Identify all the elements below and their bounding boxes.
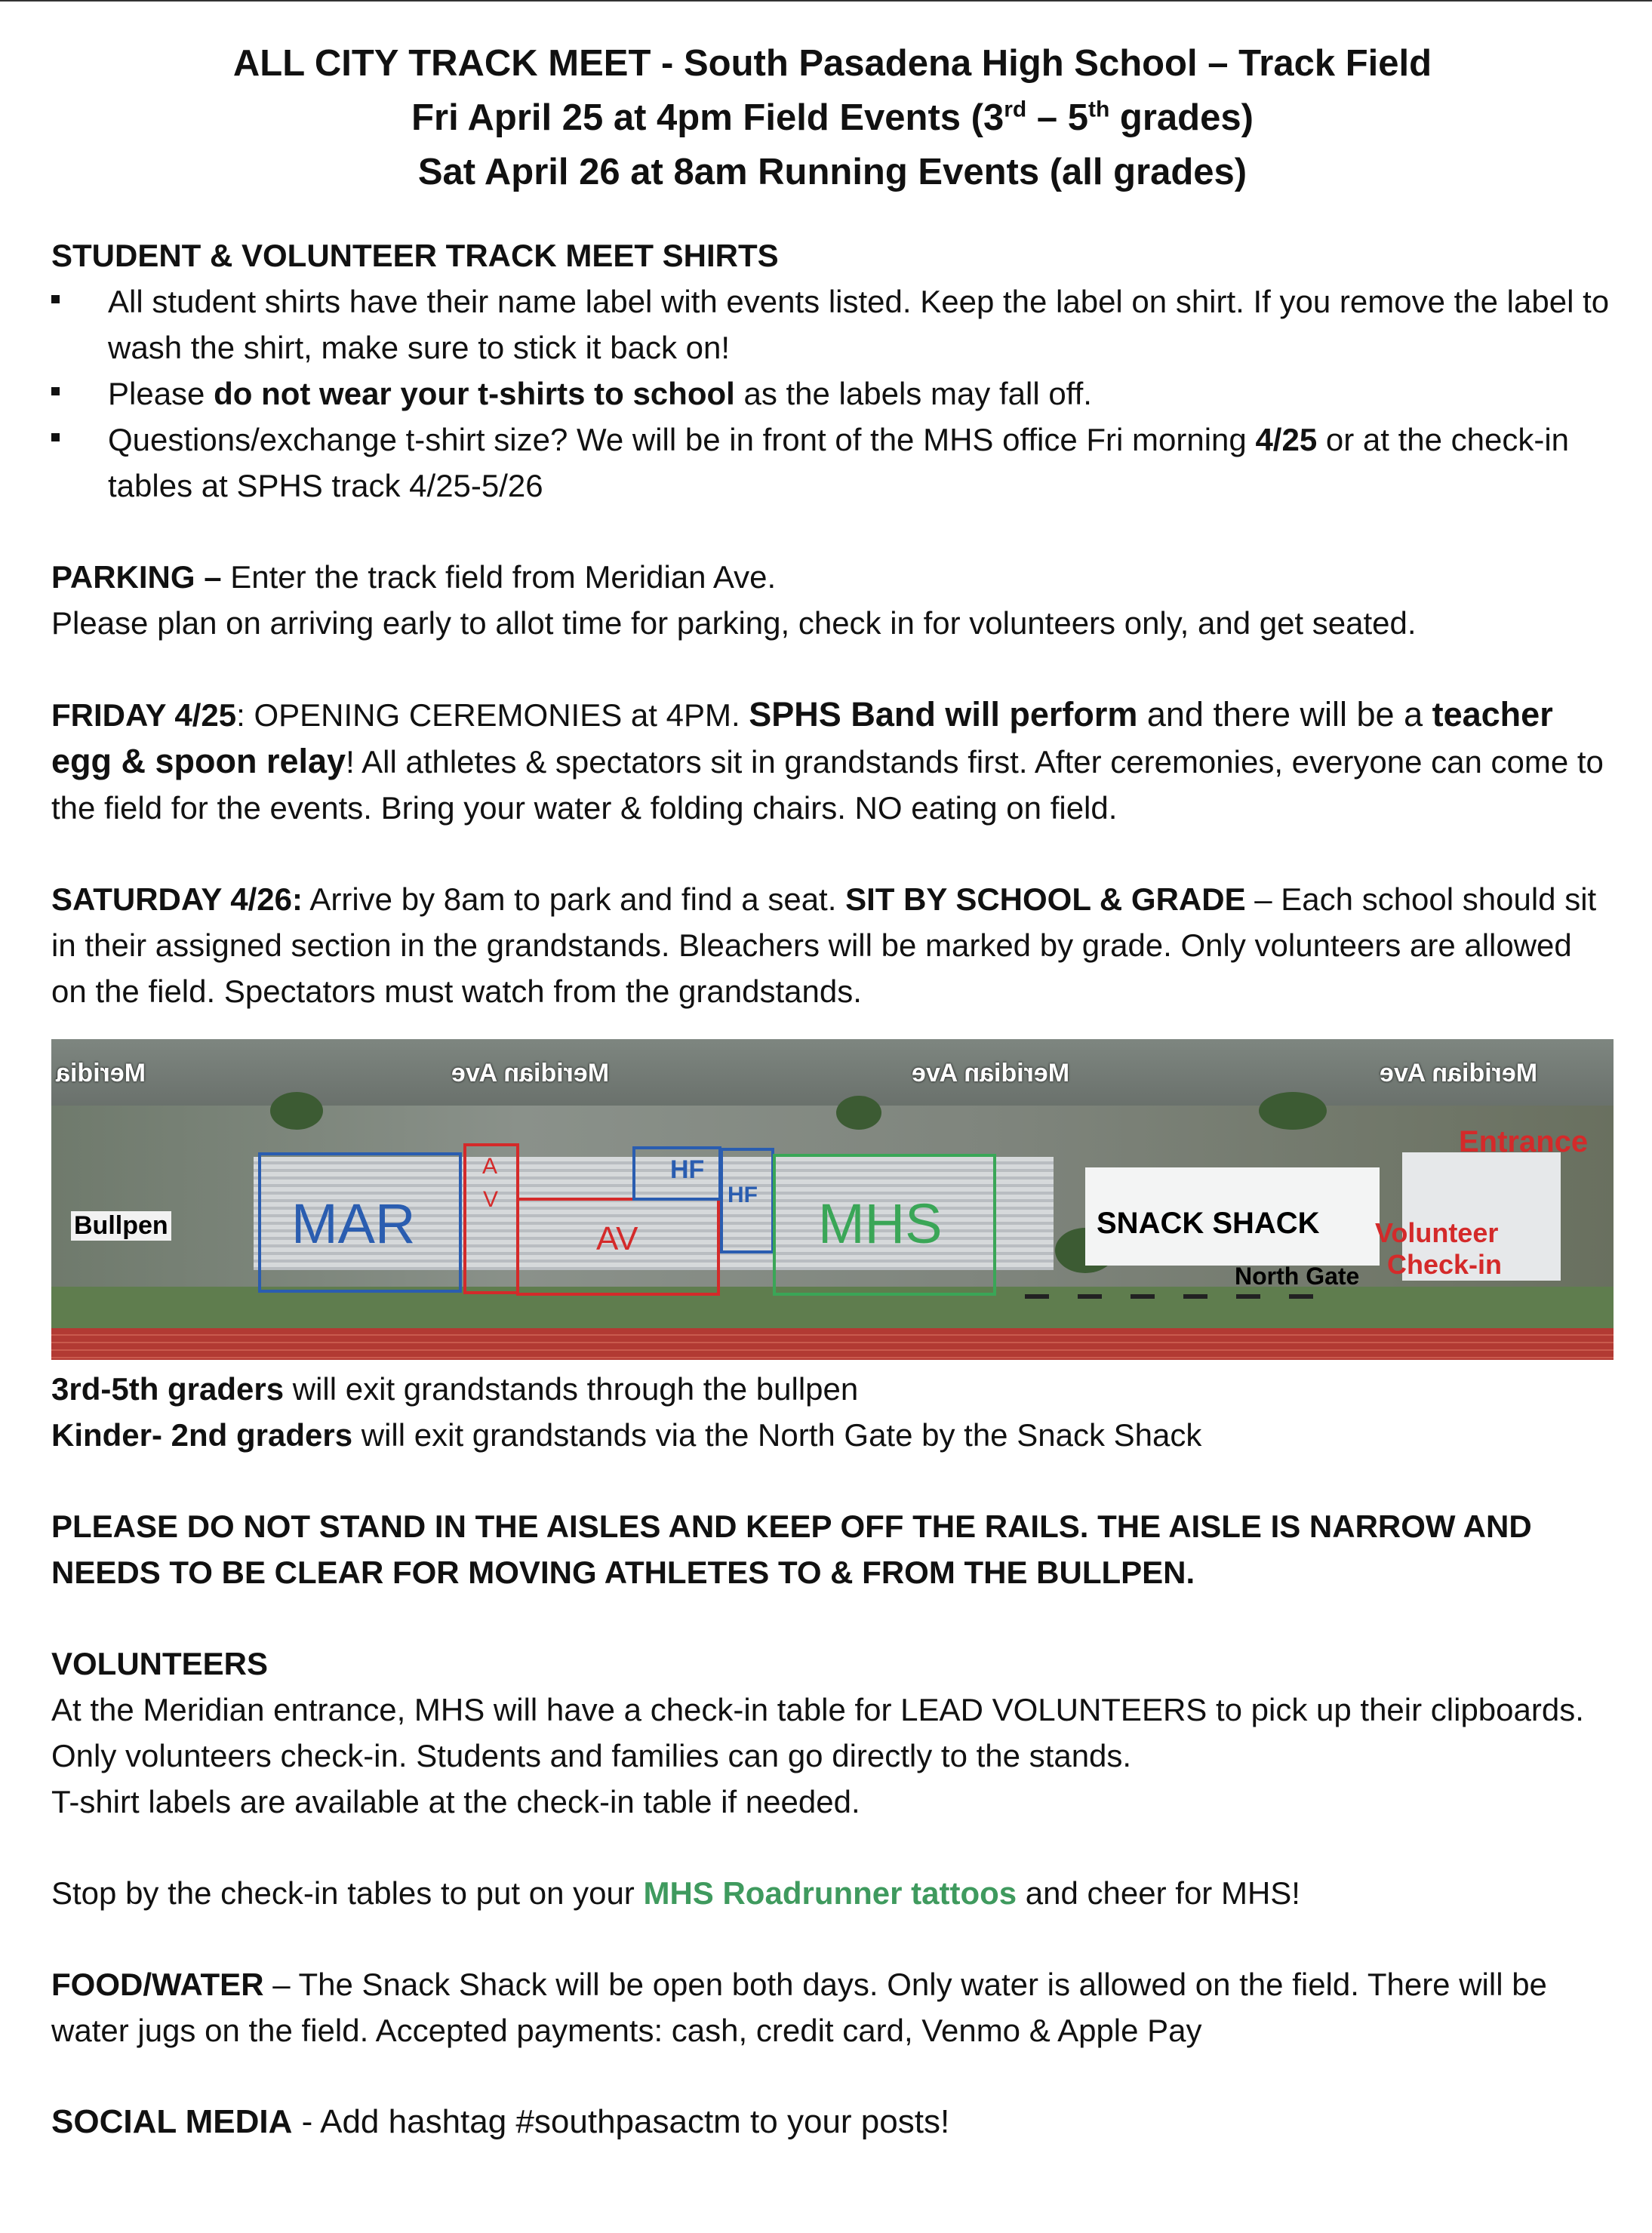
grandstand-map — [51, 1039, 1614, 1360]
gate-dash — [1236, 1294, 1260, 1299]
saturday-text-1: Arrive by 8am to park and find a seat. — [303, 881, 846, 917]
bullet-icon — [51, 433, 60, 441]
friday-text-3: ! All athletes & spectators sit in grandstands first. After ceremonies, everyone can come to the field for the events. Bring your water & folding chairs. NO eating on field. — [51, 744, 1604, 826]
shirts-bullet-1-text: All student shirts have their name label with events listed. Keep the label on shirt. If you remove the label to wash the shirt, make sure to stick it back on! — [108, 284, 1610, 365]
parking-line-1 — [51, 554, 1614, 600]
volunteer-label: Volunteer — [1375, 1217, 1499, 1248]
volunteers-text-1: At the Meridian entrance, MHS will have a check-in table for LEAD VOLUNTEERS to pick up their clipboards. Only volunteers check-in. Students and families can go directly to the stands. — [51, 1692, 1584, 1773]
tattoo-text-b: and cheer for MHS! — [1017, 1875, 1300, 1911]
title-line-1: ALL CITY TRACK MEET - South Pasadena High School – Track Field — [232, 43, 1432, 84]
saturday-text-2: – Each school should sit in their assigned section in the grandstands. Bleachers will be marked by grade. Only volunteers are allowed on the field. Spectators must watch from the grandstands. — [51, 881, 1597, 1009]
bullet-icon — [51, 387, 60, 395]
exits-line-2-text: will exit grandstands via the North Gate by the Snack Shack — [352, 1417, 1202, 1453]
shirts-bullet-2 — [51, 371, 1614, 417]
shirts-list — [51, 278, 1614, 509]
food-text: – The Snack Shack will be open both days. Only water is allowed on the field. There will be water jugs on the field. Accepted payments: cash, credit card, Venmo & Apple Pay — [51, 1967, 1547, 2048]
social-label: SOCIAL MEDIA — [51, 2103, 293, 2140]
social-text: - Add hashtag #southpasactm to your posts! — [292, 2103, 950, 2140]
exits-line-2-bold: Kinder- 2nd graders — [51, 1417, 353, 1453]
gate-dash — [1025, 1294, 1049, 1299]
street-label: Meridian Ave — [451, 1059, 610, 1087]
hf-label-2: HF — [728, 1183, 758, 1207]
av-narrow-label-v: V — [483, 1187, 499, 1212]
parking-label: PARKING – — [51, 559, 222, 595]
snack-shack-label: SNACK SHACK — [1097, 1207, 1320, 1240]
tattoo-line — [51, 1870, 1614, 1916]
parking-section — [51, 554, 1614, 646]
exits-line-1 — [51, 1366, 1614, 1412]
food-section — [51, 1961, 1614, 2053]
exits-line-2 — [51, 1412, 1614, 1458]
exits-line-1-bold: 3rd-5th graders — [51, 1371, 285, 1407]
title-line-2-b: – 5 — [1026, 97, 1088, 138]
social-section — [51, 2099, 1614, 2145]
tree-icon — [1259, 1092, 1327, 1130]
flyer-title — [51, 36, 1614, 199]
shirts-bullet-2-bold: do not wear your t-shirts to school — [214, 376, 735, 411]
parking-text-1: Enter the track field from Meridian Ave. — [221, 559, 777, 595]
saturday-section — [51, 876, 1614, 1014]
shirts-bullet-3-b: or at the check-in tables at SPHS track 4/25-5/26 — [108, 422, 1570, 503]
hf-label-1: HF — [670, 1155, 705, 1184]
bullpen-label: Bullpen — [71, 1211, 171, 1241]
title-line-2-a: Fri April 25 at 4pm Field Events (3 — [411, 97, 1004, 138]
friday-band: SPHS Band will perform — [749, 695, 1138, 734]
shirts-bullet-3-a: Questions/exchange t-shirt size? We will be in front of the MHS office Fri morning — [108, 422, 1256, 457]
gate-dash — [1289, 1294, 1313, 1299]
gate-dash — [1131, 1294, 1155, 1299]
north-gate-label: North Gate — [1235, 1263, 1360, 1290]
title-line-2-c: grades) — [1109, 97, 1254, 138]
tree-icon — [270, 1092, 323, 1130]
tattoo-highlight: MHS Roadrunner tattoos — [643, 1875, 1017, 1911]
title-sup-rd: rd — [1004, 97, 1027, 122]
flyer — [51, 36, 1614, 2145]
bullet-icon — [51, 295, 60, 303]
friday-text-2: and there will be a — [1137, 695, 1432, 734]
friday-section — [51, 691, 1614, 831]
shirts-section — [51, 232, 1614, 509]
shirts-bullet-2-a: Please — [108, 376, 214, 411]
friday-relay: teacher egg & spoon relay — [51, 695, 1553, 780]
top-border — [0, 0, 1652, 2]
title-line-3: Sat April 26 at 8am Running Events (all grades) — [417, 152, 1247, 192]
gate-dash — [1078, 1294, 1102, 1299]
running-track — [51, 1328, 1614, 1360]
exits-line-1-text: will exit grandstands through the bullpen — [284, 1371, 859, 1407]
shirts-bullet-1 — [51, 278, 1614, 371]
shirts-bullet-2-b: as the labels may fall off. — [734, 376, 1092, 411]
friday-text-1: : OPENING CEREMONIES at 4PM. — [236, 697, 749, 733]
street-label: Meridia — [56, 1059, 146, 1087]
gate-dash — [1183, 1294, 1207, 1299]
volunteers-heading: VOLUNTEERS — [51, 1646, 269, 1681]
aisle-warning: PLEASE DO NOT STAND IN THE AISLES AND KEEP OFF THE RAILS. THE AISLE IS NARROW AND NEEDS TO BE CLEAR FOR MOVING ATHLETES TO & FROM THE BULLPEN. — [51, 1509, 1532, 1590]
volunteers-section — [51, 1641, 1614, 1825]
parking-line-2: Please plan on arriving early to allot time for parking, check in for volunteers only, and get seated. — [51, 605, 1417, 641]
friday-label: FRIDAY 4/25 — [51, 697, 237, 733]
tree-icon — [836, 1096, 881, 1130]
av-narrow-label-a: A — [482, 1154, 498, 1179]
food-label: FOOD/WATER — [51, 1967, 264, 2002]
checkin-label: Check-in — [1387, 1249, 1503, 1280]
title-line-2 — [51, 91, 1614, 145]
tattoo-text-a: Stop by the check-in tables to put on your — [51, 1875, 644, 1911]
mar-label: MAR — [291, 1192, 416, 1255]
exits-section — [51, 1366, 1614, 1458]
saturday-sit: SIT BY SCHOOL & GRADE — [845, 881, 1246, 917]
shirts-heading: STUDENT & VOLUNTEER TRACK MEET SHIRTS — [51, 238, 779, 273]
street-label: Meridian Ave — [912, 1059, 1070, 1087]
saturday-label: SATURDAY 4/26: — [51, 881, 303, 917]
shirts-bullet-3 — [51, 417, 1614, 509]
street-label: Meridian Ave — [1380, 1059, 1538, 1087]
mhs-label: MHS — [818, 1192, 943, 1255]
entrance-label: Entrance — [1459, 1125, 1589, 1158]
shirts-bullet-3-bold: 4/25 — [1255, 422, 1318, 457]
title-sup-th: th — [1087, 97, 1110, 122]
volunteers-text-2: T-shirt labels are available at the check-in table if needed. — [51, 1784, 860, 1819]
av-label: AV — [596, 1220, 638, 1257]
